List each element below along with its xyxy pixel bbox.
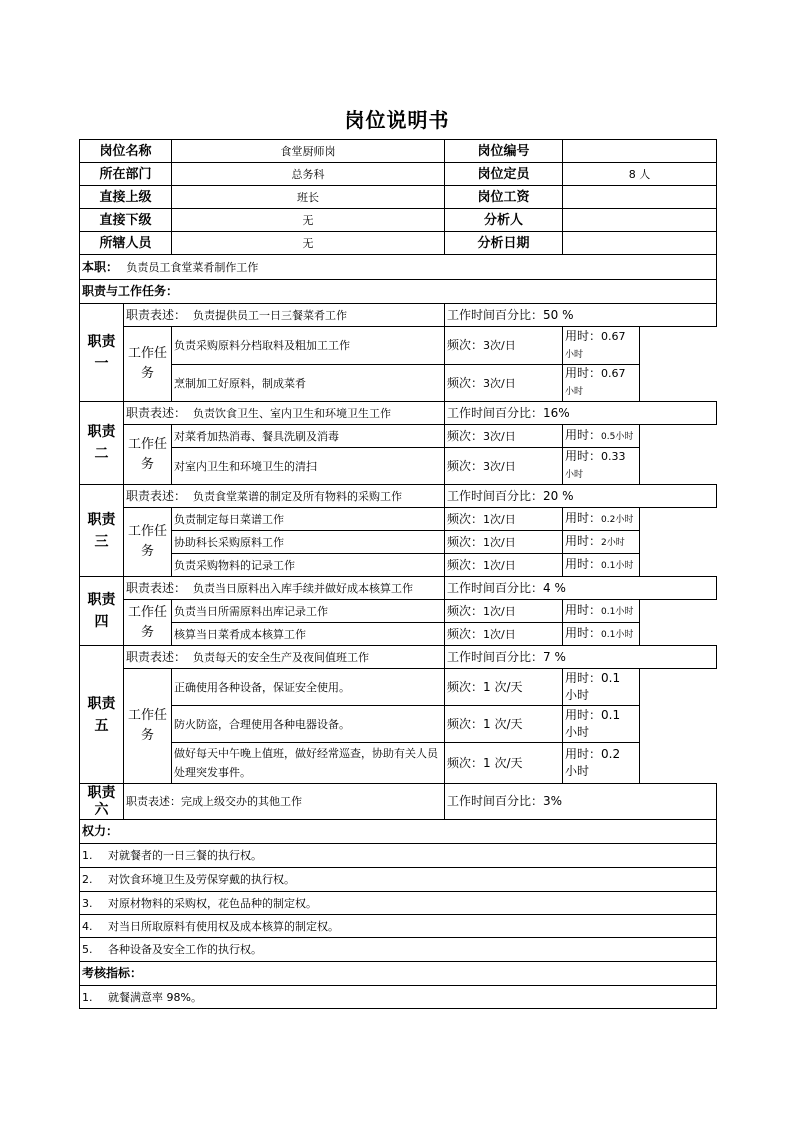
staff-label: 所辖人员 [80,232,172,255]
duty-desc-row [80,304,717,327]
superior-label: 直接上级 [80,186,172,209]
header-row [80,209,717,232]
duty-2-pct: 工作时间百分比：16% [445,402,717,425]
analyst-value [563,209,717,232]
duty-3-name: 职责三 [80,485,124,577]
headcount-value: 8 人 [563,163,717,186]
task-duration: 用时：2小时 [563,531,640,554]
task-frequency: 频次：3次/日 [445,327,563,365]
task-text: 做好每天中午晚上值班，做好经常巡查，协助有关人员处理突发事件。 [172,743,445,784]
page-title: 岗位说明书 [344,108,450,132]
main-duty [80,255,717,280]
authority-item: 5. 各种设备及安全工作的执行权。 [80,938,717,962]
duty-2-name: 职责二 [80,402,124,485]
list-item [80,986,717,1009]
authority-header-row [80,820,717,844]
header-row [80,140,717,163]
task-row [80,706,717,743]
desc-text: 负责提供员工一日三餐菜肴工作 [193,308,348,322]
headcount-label: 岗位定员 [445,163,563,186]
authority-item: 3. 对原材物料的采购权，花色品种的制定权。 [80,892,717,915]
task-text: 负责采购原料分档取料及粗加工工作 [172,327,445,365]
task-duration: 用时：0.2 小时 [563,743,640,784]
task-label: 工作任务 [124,425,172,485]
task-frequency: 频次：1次/日 [445,531,563,554]
superior-value: 班长 [172,186,445,209]
duty-4-desc: 职责表述： 负责当日原料出入库手续并做好成本核算工作 [124,577,445,600]
task-frequency: 频次：3次/日 [445,365,563,402]
salary-value [563,186,717,209]
list-item [80,892,717,915]
task-duration: 用时：0.1 小时 [563,706,640,743]
task-row [80,448,717,485]
task-row [80,425,717,448]
task-text: 核算当日菜肴成本核算工作 [172,623,445,646]
analysis-date-label: 分析日期 [445,232,563,255]
task-frequency: 频次：3次/日 [445,448,563,485]
duty-desc-row [80,784,717,820]
analyst-label: 分析人 [445,209,563,232]
main-duty-label: 本职： [82,259,119,274]
task-text: 对菜肴加热消毒、餐具洗刷及消毒 [172,425,445,448]
duty-2-desc: 职责表述： 负责饮食卫生、室内卫生和环境卫生工作 [124,402,445,425]
header-row [80,163,717,186]
duty-1-name: 职责一 [80,304,124,402]
task-label: 工作任务 [124,327,172,402]
task-frequency: 频次：1次/日 [445,508,563,531]
main-duty-text: 负责员工食堂菜肴制作工作 [126,260,259,274]
task-duration: 用时：0.1 小时 [563,669,640,706]
task-frequency: 频次：1 次/天 [445,706,563,743]
authority-item: 2. 对饮食环境卫生及劳保穿戴的执行权。 [80,868,717,892]
task-row [80,623,717,646]
duty-6-desc: 职责表述：完成上级交办的其他工作 [124,784,445,820]
subordinate-label: 直接下级 [80,209,172,232]
duty-4-pct: 工作时间百分比：4 % [445,577,717,600]
staff-value: 无 [172,232,445,255]
department-label: 所在部门 [80,163,172,186]
task-duration: 用时：0.5小时 [563,425,640,448]
authority-item: 1. 对就餐者的一日三餐的执行权。 [80,844,717,868]
list-item [80,844,717,868]
duty-3-pct: 工作时间百分比：20 % [445,485,717,508]
task-duration: 用时：0.67 小时 [563,365,640,402]
task-frequency: 频次：1次/日 [445,623,563,646]
duty-desc-row [80,485,717,508]
list-item [80,868,717,892]
task-duration: 用时：0.33 小时 [563,448,640,485]
tasks-section-label: 职责与工作任务： [80,280,717,304]
task-text: 负责当日所需原料出库记录工作 [172,600,445,623]
authority-label: 权力： [80,820,717,844]
duty-desc-row [80,402,717,425]
kpi-item: 1. 就餐满意率 98%。 [80,986,717,1009]
kpi-label: 考核指标： [80,962,717,986]
task-duration: 用时：0.1小时 [563,600,640,623]
duty-3-desc: 职责表述： 负责食堂菜谱的制定及所有物料的采购工作 [124,485,445,508]
task-text: 正确使用各种设备，保证安全使用。 [172,669,445,706]
task-text: 负责制定每日菜谱工作 [172,508,445,531]
position-no-label: 岗位编号 [445,140,563,163]
task-frequency: 频次：3次/日 [445,425,563,448]
task-text: 协助科长采购原料工作 [172,531,445,554]
duty-5-desc: 职责表述： 负责每天的安全生产及夜间值班工作 [124,646,445,669]
task-label: 工作任务 [124,508,172,577]
header-row [80,232,717,255]
duty-6-pct: 工作时间百分比：3% [445,784,717,820]
desc-prefix: 职责表述： [126,307,187,322]
duty-6-name: 职责六 [80,784,124,820]
subordinate-value: 无 [172,209,445,232]
duty-row [80,255,717,280]
task-row [80,669,717,706]
task-row [80,600,717,623]
duty-1-desc [124,304,445,327]
task-row [80,743,717,784]
task-frequency: 频次：1 次/天 [445,669,563,706]
analysis-date-value [563,232,717,255]
job-description-table [79,139,717,1009]
task-duration: 用时：0.1小时 [563,623,640,646]
position-name-value: 食堂厨师岗 [172,140,445,163]
task-text: 对室内卫生和环境卫生的清扫 [172,448,445,485]
list-item [80,915,717,938]
position-no-value [563,140,717,163]
department-value: 总务科 [172,163,445,186]
task-duration: 用时：0.67 小时 [563,327,640,365]
authority-item: 4. 对当日所取原料有使用权及成本核算的制定权。 [80,915,717,938]
list-item [80,938,717,962]
task-frequency: 频次：1次/日 [445,600,563,623]
task-text: 防火防盗，合理使用各种电器设备。 [172,706,445,743]
task-text: 负责采购物料的记录工作 [172,554,445,577]
task-frequency: 频次：1次/日 [445,554,563,577]
task-frequency: 频次：1 次/天 [445,743,563,784]
task-duration: 用时：0.1小时 [563,554,640,577]
task-label: 工作任务 [124,669,172,784]
kpi-header-row [80,962,717,986]
task-text: 烹制加工好原料，制成菜肴 [172,365,445,402]
task-label: 工作任务 [124,600,172,646]
task-row [80,327,717,365]
salary-label: 岗位工资 [445,186,563,209]
task-duration: 用时：0.2小时 [563,508,640,531]
duty-5-pct: 工作时间百分比：7 % [445,646,717,669]
duty-desc-row [80,646,717,669]
task-row [80,531,717,554]
task-row [80,365,717,402]
header-row [80,186,717,209]
task-row [80,554,717,577]
duty-desc-row [80,577,717,600]
duty-5-name: 职责五 [80,646,124,784]
position-name-label: 岗位名称 [80,140,172,163]
task-row [80,508,717,531]
duty-1-pct: 工作时间百分比：50 % [445,304,717,327]
duty-4-name: 职责四 [80,577,124,646]
tasks-header-row [80,280,717,304]
